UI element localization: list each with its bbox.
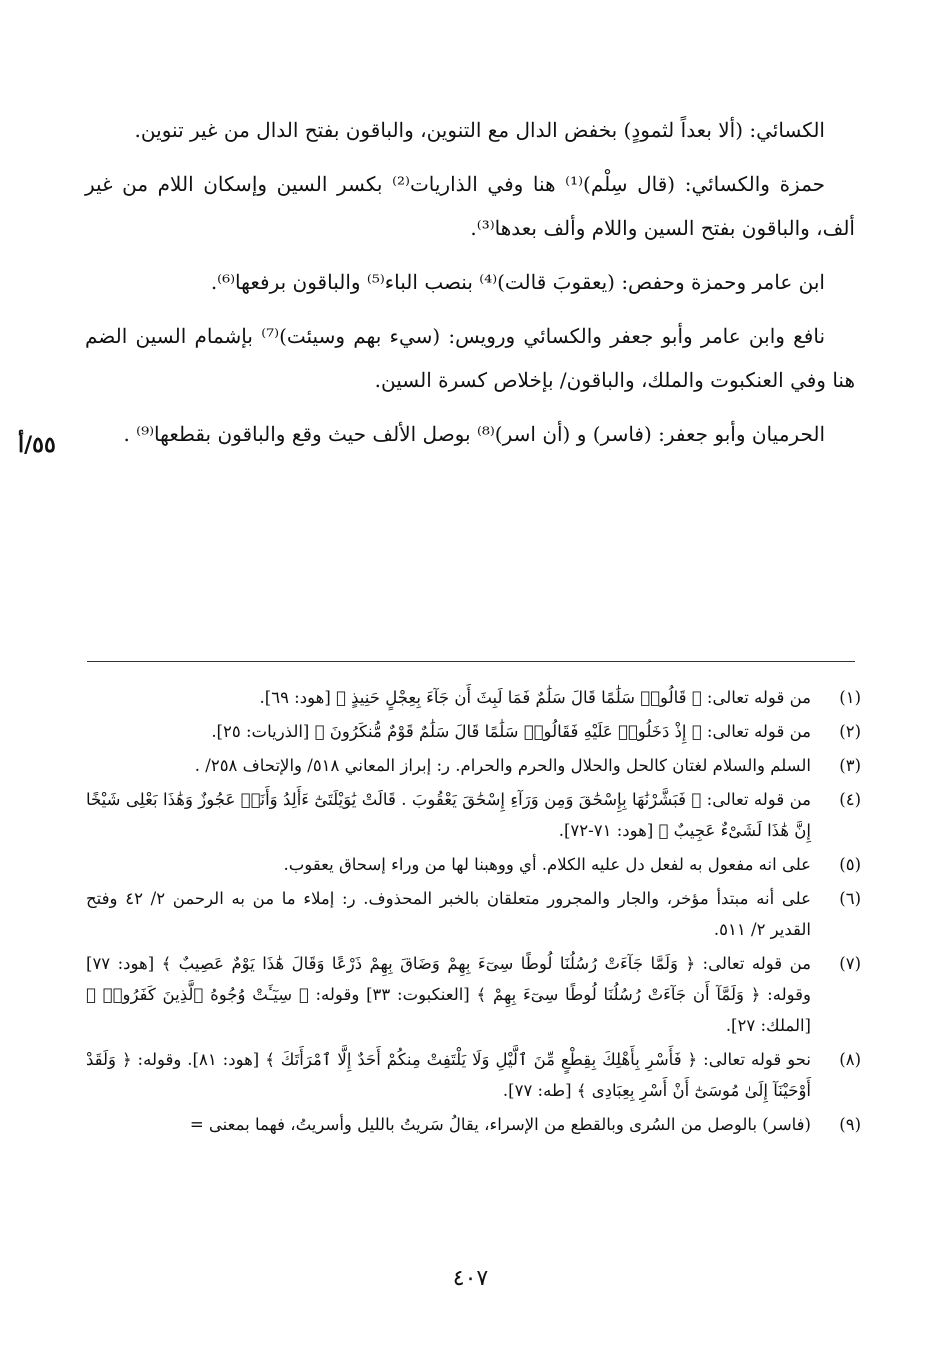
footnote-number: (٣) [839, 756, 861, 775]
footnotes [86, 682, 861, 1143]
footnote-text: من قوله تعالى: ﴿ فَبَشَّرْنَٰهَا بِإِسْحَٰقَ وَمِن وَرَآءِ إِسْحَٰقَ يَعْقُوبَ . قَالَتْ يَٰوَيْلَتَىٰٓ ءَأَلِدُ وَأَنَا۠ عَجُوزٌ وَهَٰذَا بَعْلِى شَيْخًا إِنَّ هَٰذَا لَشَىْءٌ عَجِيبٌ ﴾ [هود: ٧١-٧٢]. [86, 790, 811, 840]
manuscript-folio-marker: ٥٥/أ [18, 432, 56, 458]
main-text [85, 108, 855, 466]
footnote-number: (٤) [839, 790, 861, 809]
footnote-text: على أنه مبتدأ مؤخر، والجار والمجرور متعلقان بالخبر المحذوف. ر: إملاء ما من به الرحمن ٢/ ٤٢ وفتح القدير ٢/ ٥١١. [86, 889, 811, 939]
footnote [86, 1044, 861, 1106]
paragraph: الكسائي: (ألا بعداً لثمودٍ) بخفض الدال مع التنوين، والباقون بفتح الدال من غير تنوين. [134, 118, 825, 142]
footnote [86, 784, 861, 846]
footnote-text: نحو قوله تعالى: ﴿ فَأَسْرِ بِأَهْلِكَ بِقِطْعٍ مِّنَ ٱلَّيْلِ وَلَا يَلْتَفِتْ مِنكُمْ أَحَدٌ إِلَّا ٱمْرَأَتَكَ ﴾ [هود: ٨١]. وقوله: ﴿ وَلَقَدْ أَوْحَيْنَآ إِلَىٰ مُوسَىٰٓ أَنْ أَسْرِ بِعِبَادِى ﴾ [طه: ٧٧]. [86, 1050, 811, 1100]
footnote [86, 883, 861, 945]
footnote-text: على انه مفعول به لفعل دل عليه الكلام. أي ووهبنا لها من وراء إسحاق يعقوب. [283, 855, 811, 874]
footnote [86, 716, 861, 747]
footnote-number: (١) [839, 688, 861, 707]
paragraph: الحرميان وأبو جعفر: (فاسر) و (أن اسر)⁽⁸⁾ بوصل الألف حيث وقع والباقون بقطعها⁽⁹⁾ . [123, 422, 825, 446]
footnote-text: من قوله تعالى: ﴿ وَلَمَّا جَآءَتْ رُسُلُنَا لُوطًا سِىٓءَ بِهِمْ وَضَاقَ بِهِمْ ذَرْعًا وَقَالَ هَٰذَا يَوْمٌ عَصِيبٌ ﴾ [هود: ٧٧] وقوله: ﴿ وَلَمَّآ أَن جَآءَتْ رُسُلُنَا لُوطًا سِىٓءَ بِهِمْ ﴾ [العنكبوت: ٣٣] وقوله: ﴿ سِيٓـَٔتْ وُجُوهُ ٱلَّذِينَ كَفَرُوا۟ ﴾ [الملك: ٢٧]. [86, 954, 811, 1035]
footnote-text: من قوله تعالى: ﴿ إِذْ دَخَلُوا۟ عَلَيْهِ فَقَالُوا۟ سَلَٰمًا قَالَ سَلَٰمٌ قَوْمٌ مُّنكَرُونَ ﴾ [الذريات: ٢٥]. [211, 722, 811, 741]
paragraph: نافع وابن عامر وأبو جعفر والكسائي ورويس: (سيء بهم وسيئت)⁽⁷⁾ بإشمام السين الضم هنا وفي العنكبوت والملك، والباقون/ بإخلاص كسرة السين. [85, 324, 855, 392]
footnote-number: (٨) [839, 1050, 861, 1069]
footnote-separator [87, 661, 855, 662]
footnote-number: (٥) [839, 855, 861, 874]
footnote [86, 849, 861, 880]
footnote [86, 750, 861, 781]
footnote [86, 682, 861, 713]
paragraph: حمزة والكسائي: (قال سِلْم)⁽¹⁾ هنا وفي الذاريات⁽²⁾ بكسر السين وإسكان اللام من غير ألف، والباقون بفتح السين واللام وألف بعدها⁽³⁾. [85, 172, 855, 240]
footnote-number: (٩) [839, 1115, 861, 1134]
footnote-number: (٢) [839, 722, 861, 741]
paragraph: ابن عامر وحمزة وحفص: (يعقوبَ قالت)⁽⁴⁾ بنصب الباء⁽⁵⁾ والباقون برفعها⁽⁶⁾. [210, 270, 825, 294]
footnote-text: (فاسر) بالوصل من السُرى وبالقطع من الإسراء، يقالُ سَريتُ بالليل وأسريتُ، فهما بمعنى = [189, 1115, 811, 1134]
footnote-text: السلم والسلام لغتان كالحل والحلال والحرم والحرام. ر: إبراز المعاني ٥١٨/ والإتحاف ٢٥٨/ . [194, 756, 811, 775]
footnote [86, 948, 861, 1041]
page-number: ٤٠٧ [452, 1266, 489, 1291]
footnote-number: (٦) [839, 889, 861, 908]
footnote [86, 1109, 861, 1140]
footnote-text: من قوله تعالى: ﴿ قَالُوا۟ سَلَٰمًا قَالَ سَلَٰمٌ فَمَا لَبِثَ أَن جَآءَ بِعِجْلٍ حَنِيذٍ ﴾ [هود: ٦٩]. [259, 688, 811, 707]
footnote-number: (٧) [839, 954, 861, 973]
